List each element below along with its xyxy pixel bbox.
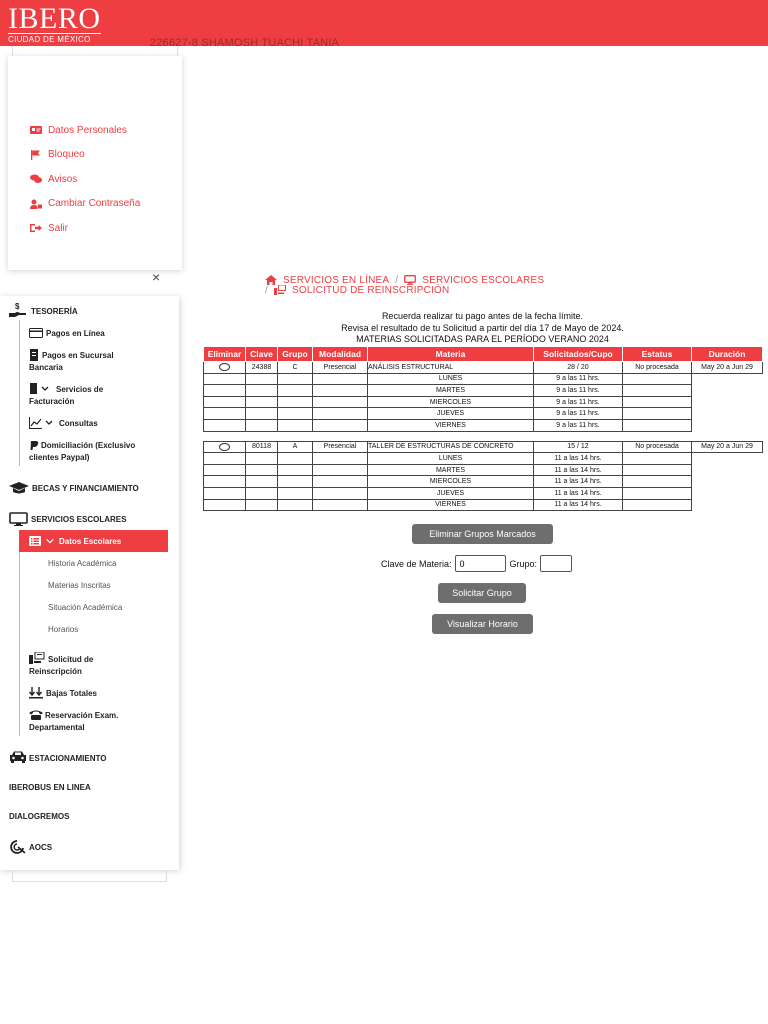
chevron-down-icon	[45, 536, 55, 546]
home-icon	[265, 275, 277, 285]
request-group-form	[381, 555, 572, 572]
hours-cell: 9 a las 11 hrs.	[534, 408, 623, 420]
user-menu-card	[8, 56, 182, 270]
sidebar-item-iberobus[interactable]: IBEROBUS EN LINEA	[9, 783, 91, 792]
duracion-cell: May 20 a Jun 29	[692, 362, 763, 374]
sign-out-icon	[30, 223, 42, 233]
user-menu-datos-personales[interactable]	[30, 118, 140, 143]
top-bar	[0, 0, 768, 49]
sidebar-item-aocs[interactable]: AOCS	[29, 843, 53, 852]
car-icon	[9, 751, 27, 763]
invoice-chevron-icon	[29, 383, 51, 395]
day-cell: VIERNES	[368, 499, 534, 511]
hours-cell: 11 a las 14 hrs.	[534, 487, 623, 499]
sidebar-item-facturacion-2: Facturación	[29, 397, 75, 406]
estatus-cell: No procesada	[623, 362, 692, 374]
sidebar-item-label: Datos Escolares	[59, 536, 122, 546]
day-cell: LUNES	[368, 453, 534, 465]
delete-radio-cell	[204, 362, 246, 374]
id-card-icon	[30, 125, 42, 135]
col-clave: Clave	[246, 347, 278, 362]
materia-cell: TALLER DE ESTRUCTURAS DE CONCRETO	[368, 441, 534, 453]
grupo-cell: C	[278, 362, 313, 374]
clave-materia-label: Clave de Materia:	[381, 558, 452, 569]
grupo-cell: A	[278, 441, 313, 453]
hours-cell: 9 a las 11 hrs.	[534, 396, 623, 408]
day-cell: MIERCOLES	[368, 396, 534, 408]
col-modalidad: Modalidad	[313, 347, 368, 362]
delete-selected-groups-button[interactable]: Eliminar Grupos Marcados	[412, 524, 553, 544]
user-lock-icon	[30, 199, 42, 209]
sidebar-item-domiciliacion-2: clientes Paypal)	[29, 453, 90, 462]
clave-cell: 80118	[246, 441, 278, 453]
reinscription-icon	[29, 652, 45, 664]
desktop-icon	[404, 275, 416, 285]
modalidad-cell: Presencial	[313, 362, 368, 374]
ibero-logo[interactable]	[8, 3, 101, 44]
logo-sub-text: CIUDAD DE MÉXICO	[8, 33, 101, 44]
table-row	[204, 441, 763, 453]
hours-cell: 9 a las 11 hrs.	[534, 373, 623, 385]
day-cell: VIERNES	[368, 419, 534, 431]
clave-cell: 24388	[246, 362, 278, 374]
paypal-icon	[29, 440, 39, 452]
hours-cell: 11 a las 14 hrs.	[534, 476, 623, 488]
user-menu-label: Bloqueo	[48, 149, 85, 161]
delete-radio[interactable]	[219, 443, 230, 451]
graduation-cap-icon	[9, 482, 29, 494]
svg-text:$: $	[15, 302, 20, 311]
user-menu	[30, 118, 140, 241]
sidebar-item-pagos-sucursal[interactable]: Pagos en Sucursal	[42, 351, 114, 360]
schedule-row	[204, 419, 763, 431]
grupo-label: Grupo:	[509, 558, 538, 569]
comments-icon	[30, 174, 42, 184]
reinscription-icon	[274, 285, 286, 295]
schedule-row	[204, 453, 763, 465]
user-menu-salir[interactable]	[30, 216, 140, 241]
period-title: MATERIAS SOLICITADAS PARA EL PERÍODO VERANO 2024	[356, 334, 609, 344]
estatus-cell: No procesada	[623, 441, 692, 453]
day-cell: MIERCOLES	[368, 476, 534, 488]
duracion-cell: May 20 a Jun 29	[692, 441, 763, 453]
col-eliminar: Eliminar	[204, 347, 246, 362]
breadcrumb	[265, 275, 544, 295]
sidebar-item-dialogremos[interactable]: DIALOGREMOS	[9, 812, 70, 821]
flag-icon	[30, 150, 42, 160]
chart-line-chevron-icon	[29, 417, 55, 429]
breadcrumb-separator: /	[395, 274, 399, 286]
hours-cell: 11 a las 14 hrs.	[534, 464, 623, 476]
schedule-row	[204, 373, 763, 385]
breadcrumb-separator-2: /	[265, 284, 268, 296]
breadcrumb-servicios-linea[interactable]: SERVICIOS EN LÍNEA	[283, 274, 390, 286]
view-schedule-button[interactable]: Visualizar Horario	[432, 614, 533, 634]
receipt-icon	[29, 349, 39, 361]
user-menu-avisos[interactable]	[30, 167, 140, 192]
sidebar	[0, 296, 179, 870]
result-notice: Revisa el resultado de tu Solicitud a partir del día 17 de Mayo de 2024.	[341, 323, 624, 333]
sidebar-item-estacionamiento[interactable]: ESTACIONAMIENTO	[29, 754, 107, 763]
sidebar-item-historia[interactable]: Historia Académica	[48, 559, 117, 568]
delete-radio[interactable]	[219, 363, 230, 371]
col-grupo: Grupo	[278, 347, 313, 362]
clave-materia-input[interactable]	[455, 555, 506, 572]
credit-card-icon	[29, 327, 43, 339]
cupo-cell: 28 / 20	[534, 362, 623, 374]
sidebar-item-facturacion[interactable]: Servicios de	[56, 385, 104, 394]
schedule-row	[204, 487, 763, 499]
user-menu-label: Cambiar Contraseña	[48, 198, 141, 210]
sidebar-item-servicios-escolares[interactable]: SERVICIOS ESCOLARES	[31, 515, 127, 524]
sidebar-item-pagos-sucursal-2: Bancaria	[29, 363, 63, 372]
user-menu-label: Datos Personales	[48, 124, 127, 136]
phone-desk-icon	[29, 709, 43, 721]
sidebar-item-consultas[interactable]: Consultas	[59, 419, 98, 428]
breadcrumb-current: SOLICITUD DE REINSCRIPCIÓN	[291, 284, 450, 296]
schedule-row	[204, 408, 763, 420]
schedule-row	[204, 499, 763, 511]
col-solicitados-cupo: Solicitados/Cupo	[534, 347, 623, 362]
modalidad-cell: Presencial	[313, 441, 368, 453]
day-cell: LUNES	[368, 373, 534, 385]
hours-cell: 11 a las 14 hrs.	[534, 499, 623, 511]
delete-radio-cell	[204, 441, 246, 453]
sidebar-item-materias-inscritas[interactable]: Materias Inscritas	[48, 581, 111, 590]
sidebar-item-tesoreria[interactable]: TESORERÍA	[31, 307, 78, 316]
day-cell: MARTES	[368, 385, 534, 397]
payment-notice: Recuerda realizar tu pago antes de la fecha límite.	[381, 311, 584, 321]
download-arrows-icon	[29, 687, 43, 699]
day-cell: JUEVES	[368, 408, 534, 420]
breadcrumb-servicios-escolares[interactable]: SERVICIOS ESCOLARES	[422, 274, 545, 286]
list-alt-icon	[29, 536, 41, 546]
user-menu-label: Salir	[48, 222, 69, 234]
col-estatus: Estatus	[623, 347, 692, 362]
hours-cell: 9 a las 11 hrs.	[534, 419, 623, 431]
hours-cell: 11 a las 14 hrs.	[534, 453, 623, 465]
sidebar-item-pagos-linea[interactable]: Pagos en Línea	[46, 329, 105, 338]
requested-subjects-table	[203, 346, 763, 511]
logo-main-text: IBERO	[8, 2, 101, 35]
sidebar-item-reservacion-2: Departamental	[29, 723, 85, 732]
sidebar-item-domiciliacion[interactable]: Domiciliación (Exclusivo	[41, 441, 136, 450]
col-materia: Materia	[368, 347, 534, 362]
sidebar-item-bajas[interactable]: Bajas Totales	[46, 689, 97, 698]
sidebar-item-horarios[interactable]: Horarios	[48, 625, 79, 634]
hours-cell: 9 a las 11 hrs.	[534, 385, 623, 397]
schedule-row	[204, 476, 763, 488]
user-menu-bloqueo[interactable]	[30, 143, 140, 168]
schedule-row	[204, 464, 763, 476]
sidebar-item-reservacion[interactable]: Reservación Exam.	[45, 711, 119, 720]
close-icon[interactable]: ×	[152, 269, 161, 285]
col-duracion: Duración	[692, 347, 763, 362]
aocs-icon	[9, 840, 26, 854]
table-header-row	[204, 347, 763, 362]
day-cell: MARTES	[368, 464, 534, 476]
day-cell: JUEVES	[368, 487, 534, 499]
hand-dollar-icon	[9, 302, 27, 318]
sidebar-item-situacion[interactable]: Situación Académica	[48, 603, 123, 612]
cupo-cell: 15 / 12	[534, 441, 623, 453]
user-menu-cambiar-contrasena[interactable]	[30, 192, 140, 217]
schedule-row	[204, 396, 763, 408]
request-group-button[interactable]: Solicitar Grupo	[438, 583, 526, 603]
sidebar-item-datos-escolares[interactable]	[19, 530, 168, 552]
sidebar-item-reinscripcion-2: Reinscripción	[29, 667, 82, 676]
user-menu-label: Avisos	[48, 173, 78, 185]
sidebar-item-becas[interactable]: BECAS Y FINANCIAMIENTO	[32, 484, 139, 493]
schedule-row	[204, 385, 763, 397]
materia-cell: ANÁLISIS ESTRUCTURAL	[368, 362, 534, 374]
grupo-input[interactable]	[540, 555, 572, 572]
desktop-icon	[9, 512, 28, 526]
table-row	[204, 362, 763, 374]
sidebar-item-reinscripcion[interactable]: Solicitud de	[48, 655, 94, 664]
group-spacer	[204, 431, 763, 441]
user-name: 226627-8 SHAMOSH TUACHI TANIA	[150, 37, 340, 49]
